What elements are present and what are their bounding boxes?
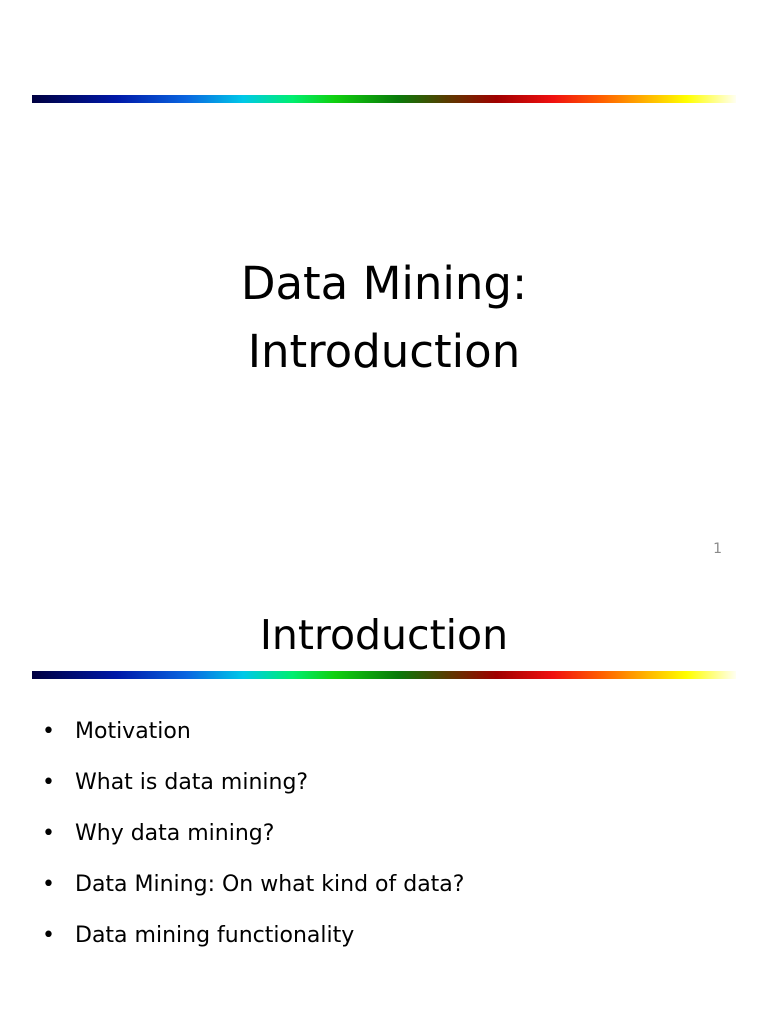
bullet-text: Data mining functionality [75, 923, 355, 948]
bullet-text: What is data mining? [75, 770, 309, 795]
list-item [42, 717, 464, 768]
bullet-icon: • [42, 770, 55, 795]
slide-2-title: Introduction [259, 611, 509, 659]
bullet-icon: • [42, 872, 55, 897]
rainbow-divider [32, 671, 736, 679]
title-line-2: Introduction [247, 325, 521, 378]
bullet-text: Data Mining: On what kind of data? [75, 872, 465, 897]
bullet-list [42, 717, 464, 972]
list-item [42, 921, 464, 972]
bullet-text: Motivation [75, 719, 191, 744]
list-item [42, 870, 464, 921]
title-line-1: Data Mining: [240, 257, 528, 310]
slide-2 [0, 576, 768, 1024]
slide-1-title [0, 250, 768, 386]
list-item [42, 768, 464, 819]
bullet-text: Why data mining? [75, 821, 275, 846]
rainbow-divider [32, 95, 736, 103]
list-item [42, 819, 464, 870]
slide-number: 1 [713, 541, 722, 557]
bullet-icon: • [42, 719, 55, 744]
bullet-icon: • [42, 821, 55, 846]
bullet-icon: • [42, 923, 55, 948]
